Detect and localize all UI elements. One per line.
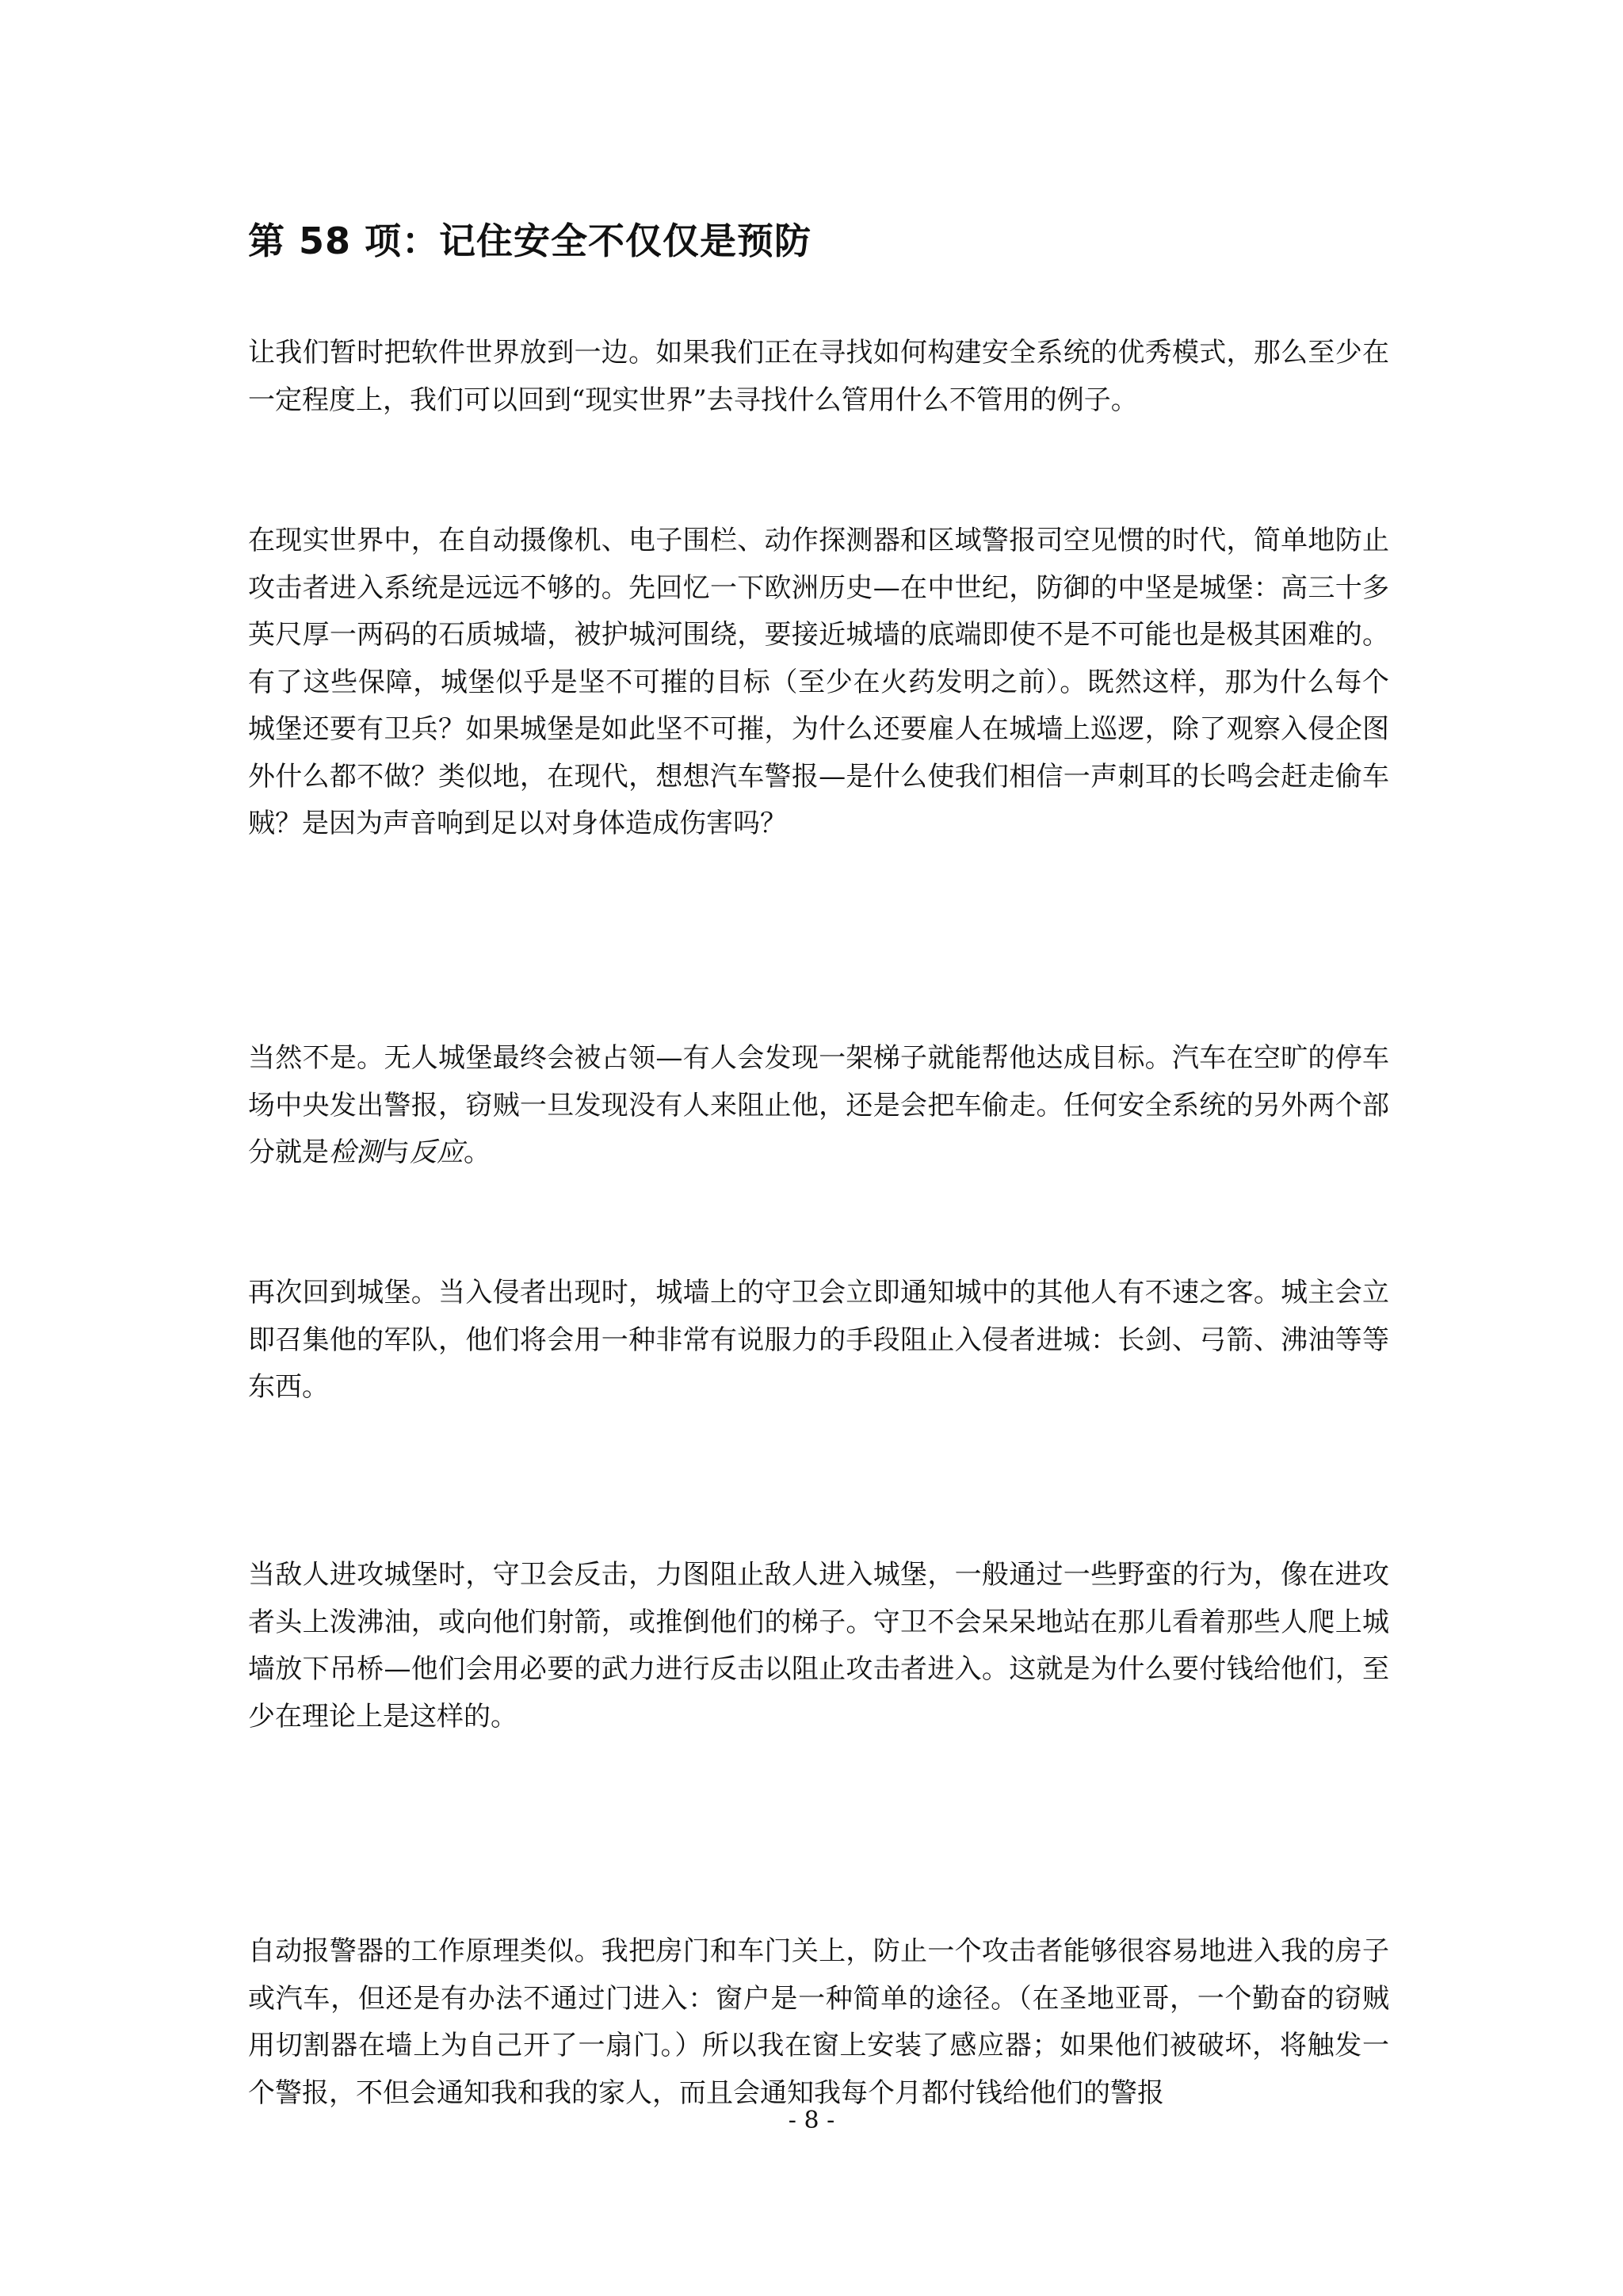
paragraph-real-world: 在现实世界中，在自动摄像机、电子围栏、动作探测器和区域警报司空见惯的时代，简单地防止攻击者进入系统是远远不够的。先回忆一下欧洲历史—在中世纪，防御的中坚是城堡：高三十多英尺厚一两码的石质城墙，被护城河围绕，要接近城墙的底端即使不是不可能也是极其困难的。有了这些保障，城堡似乎是坚不可摧的目标（至少在火药发明之前）。既然这样，那为什么每个城堡还要有卫兵？如果城堡是如此坚不可摧，为什么还要雇人在城墙上巡逻，除了观察入侵企图外什么都不做？类似地，在现代，想想汽车警报—是什么使我们相信一声刺耳的长鸣会赶走偷车贼？是因为声音响到足以对身体造成伤害吗？ [248, 525, 1389, 839]
section-title: 第 58 项：记住安全不仅仅是预防 [248, 220, 812, 262]
paragraph-guards-response: 当敌人进攻城堡时，守卫会反击，力图阻止敌人进入城堡，一般通过一些野蛮的行为，像在进攻者头上泼沸油，或向他们射箭，或推倒他们的梯子。守卫不会呆呆地站在那儿看着那些人爬上城墙放下吊桥—他们会用必要的武力进行反击以阻止攻击者进入。这就是为什么要付钱给他们，至少在理论上是这样的。 [248, 1559, 1389, 1733]
paragraph-text: 当然不是。无人城堡最终会被占领—有人会发现一架梯子就能帮他达成目标。汽车在空旷的停车场中央发出警报，窃贼一旦发现没有人来阻止他，还是会把车偷走。任何安全系统的另外两个部分就是 [248, 1042, 1389, 1168]
emphasis-reaction: 反应 [410, 1137, 464, 1168]
paragraph-text: 与 [383, 1137, 410, 1168]
paragraph-detection-reaction [248, 1035, 1389, 1177]
paragraph-text: 。 [464, 1137, 491, 1168]
emphasis-detection: 检测 [329, 1137, 383, 1168]
paragraph-auto-alarm: 自动报警器的工作原理类似。我把房门和车门关上，防止一个攻击者能够很容易地进入我的房子或汽车，但还是有办法不通过门进入：窗户是一种简单的途径。（在圣地亚哥，一个勤奋的窃贼用切割器在墙上为自己开了一扇门。）所以我在窗上安装了感应器；如果他们被破坏，将触发一个警报，不但会通知我和我的家人，而且会通知我每个月都付钱给他们的警报 [248, 1935, 1389, 2109]
page-number: - 8 - [788, 2107, 835, 2134]
paragraph-castle-alert: 再次回到城堡。当入侵者出现时，城墙上的守卫会立即通知城中的其他人有不速之客。城主会立即召集他的军队，他们将会用一种非常有说服力的手段阻止入侵者进城：长剑、弓箭、沸油等等东西。 [248, 1277, 1389, 1403]
paragraph-intro: 让我们暂时把软件世界放到一边。如果我们正在寻找如何构建安全系统的优秀模式，那么至少在一定程度上，我们可以回到“现实世界”去寻找什么管用什么不管用的例子。 [248, 337, 1389, 416]
